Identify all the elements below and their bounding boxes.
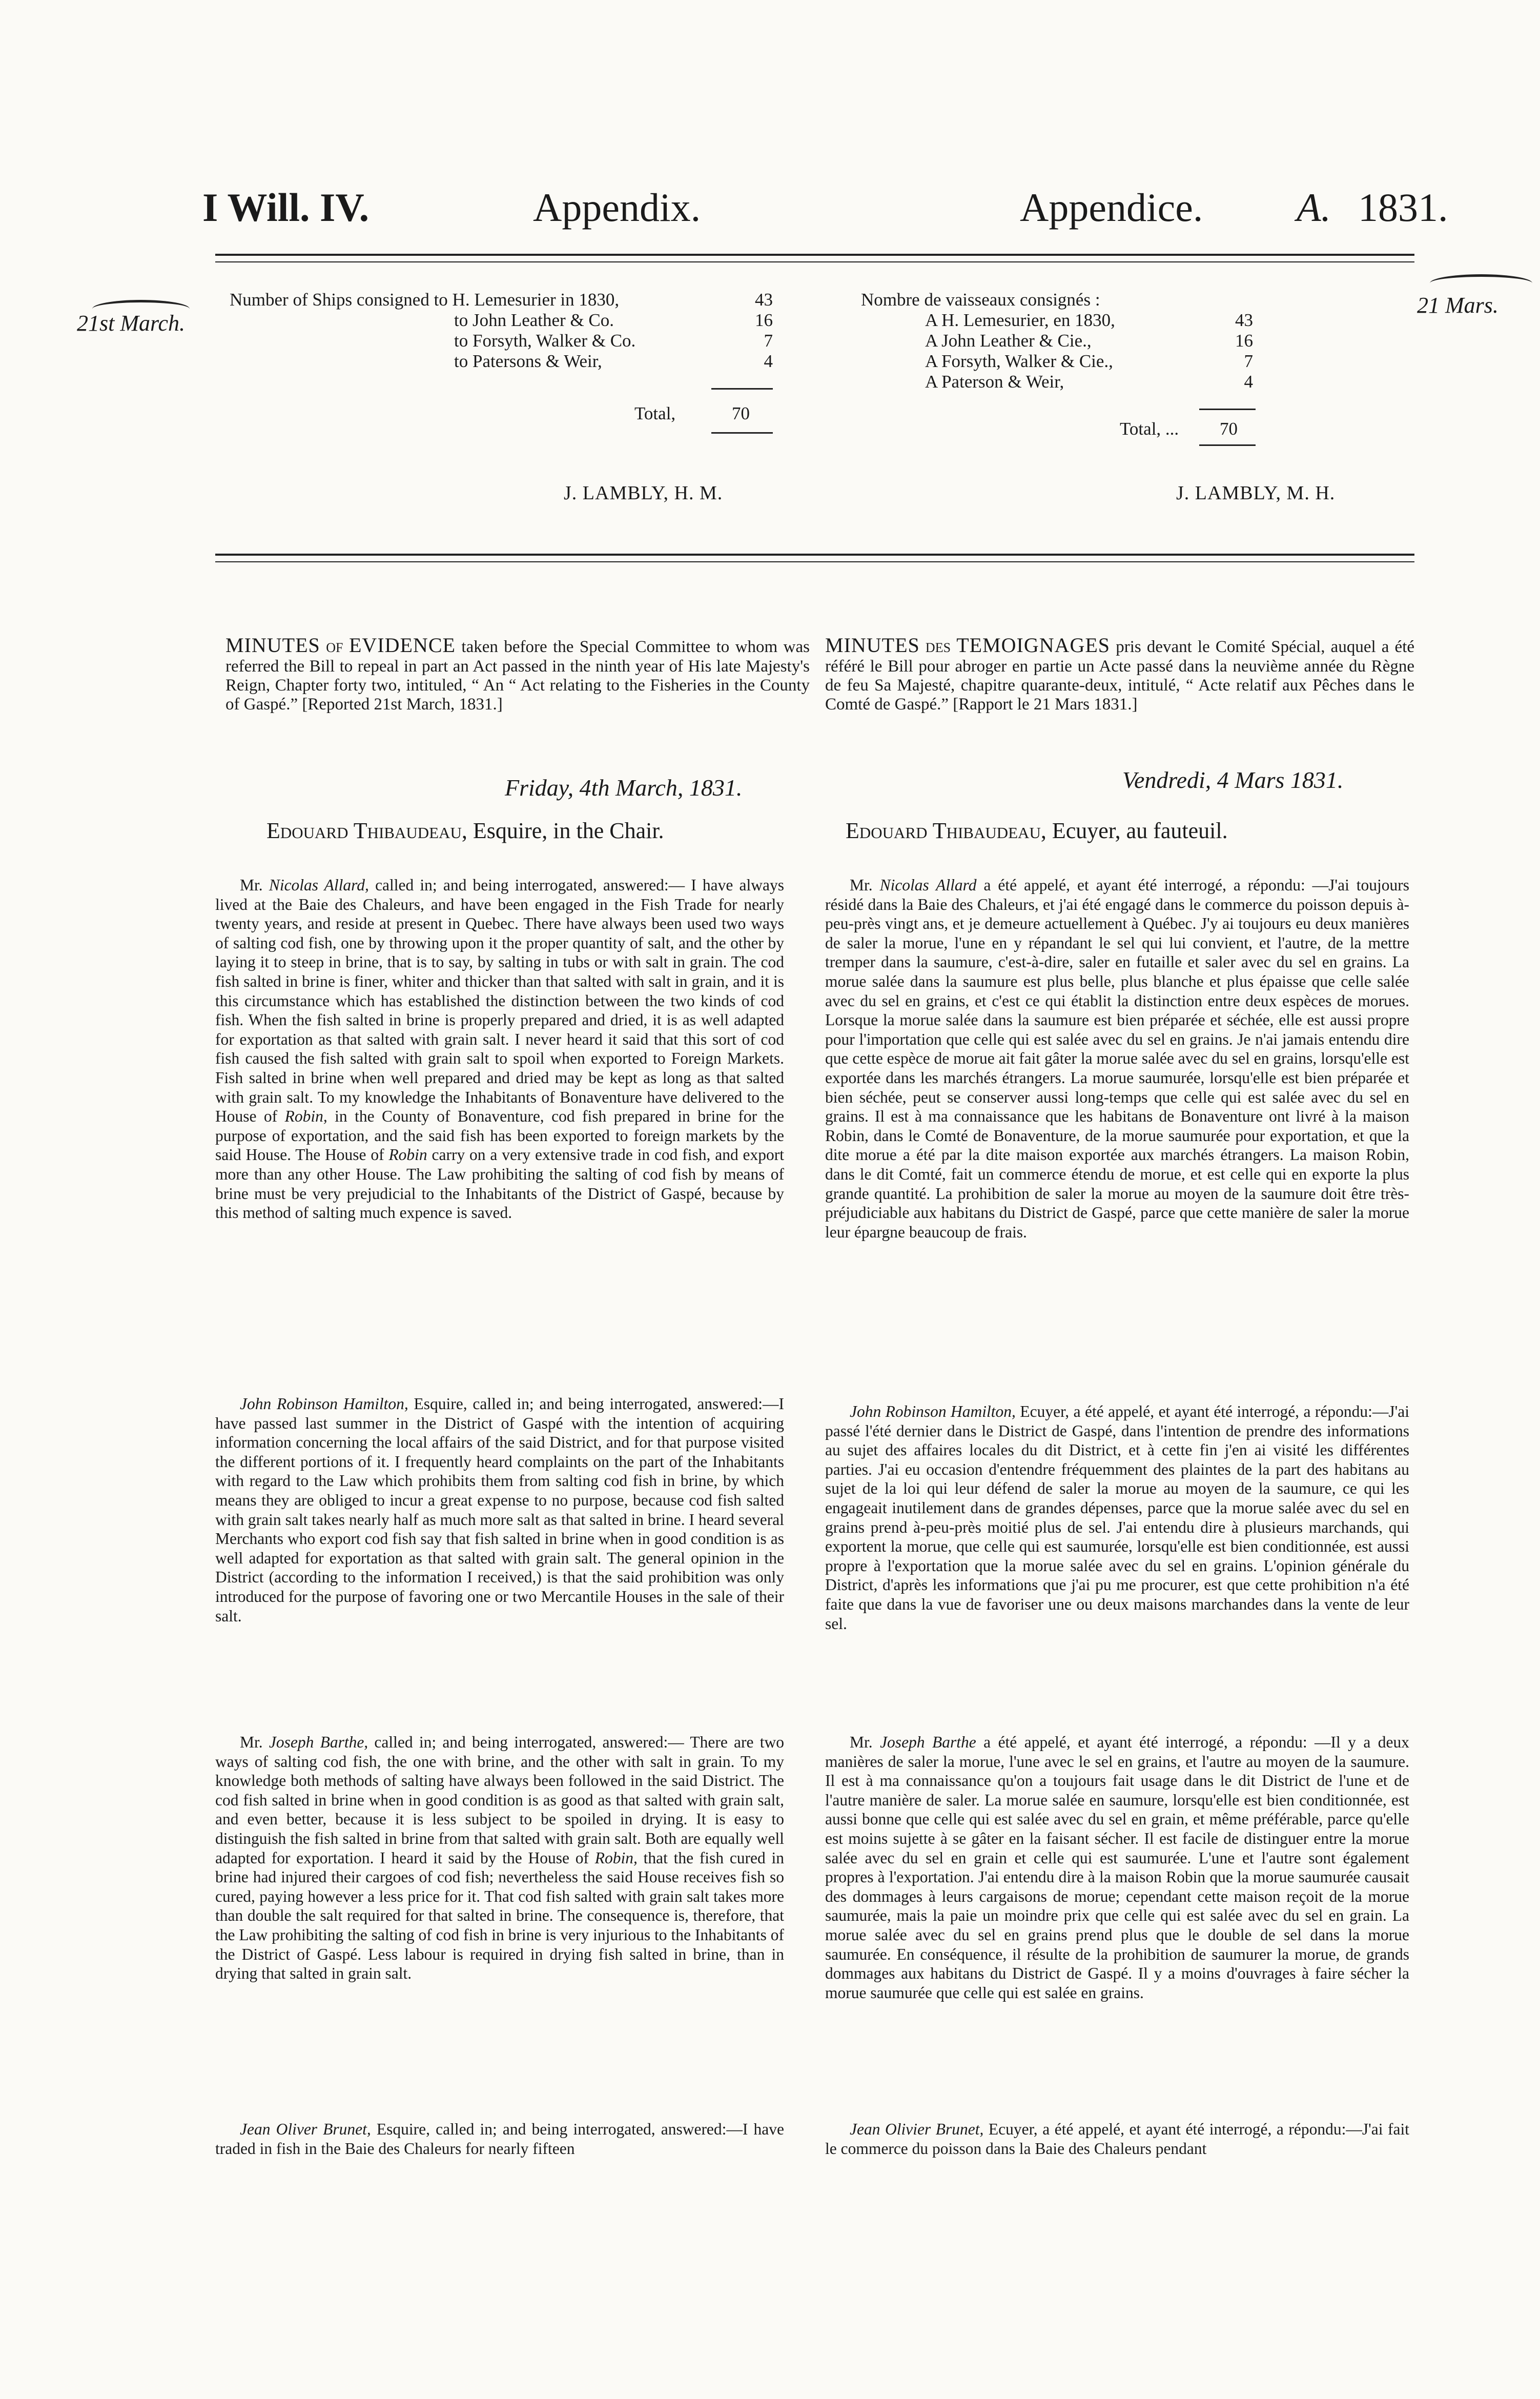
testimony-allard-en (215, 876, 784, 1223)
header-rule-bottom (215, 261, 1414, 262)
witness-name: Jean Oliver Brunet, (240, 2120, 371, 2138)
testimony-text: a été appelé, et ayant été interrogé, a répondu: —J'ai toujours résidé dans la Baie des Chaleurs, et j'ai été engagé dans le commerce du poisson depuis à-peu-près vingt ans, et je demeure actuellement à Québec. J'y ai toujours eu deux manières de saler la morue, l'une en y répandant le sel qui lui convient, et l'autre, de la mettre tremper dans la saumure, c'est-à-dire, saler en futaille et saler avec du sel en grains. La morue salée dans la saumure est plus belle, plus blanche et plus épaisse que celle salée avec du sel en grains, et c'est ce qui établit la distinction entre deux espèces de morues. Lorsque la morue salée dans la saumure est bien préparée et séchée, elle est aussi propre pour l'importation que celle qui est salée avec du sel en grains. Je n'ai jamais entendu dire que cette espèce de morue ait fait gâter la morue salée avec du sel en grains, lorsqu'elle est exportée dans les marchés étrangers. La morue saumurée, lorsqu'elle est bien préparée et bien séchée, peut se conserver aussi long-temps que celle qui est salée avec du sel en grains. Il est à ma connaissance que les habitans de Bonaventure ont livré à la maison Robin, dans le Comté de Bonaventure, de la morue saumurée pour exportation, et que la dite morue a été par la dite maison exportée aux marchés étrangers. La maison Robin, dans le dit Comté, fait un commerce étendu de morue, et est celle qui en exporte la plus grande quantité. La prohibition de saler la morue au moyen de la saumure doit être très-préjudiciable aux habitans du District de Gaspé, parce que cette manière de saler la morue leur épargne beaucoup de frais. (825, 876, 1410, 1241)
testimony-hamilton-en (215, 1394, 784, 1625)
testimony-text: in the County of Bonaventure, cod fish prepared in brine for the purpose of exportation, and the said fish has been exported to foreign markets by the said House. The House of (215, 1107, 785, 1164)
house-name: Robin (388, 1146, 427, 1164)
ships-count-1-en: 43 (755, 290, 773, 310)
ships-row-count-fr: 4 (1244, 372, 1253, 392)
ships-total-rule-en (711, 388, 773, 390)
witness-name: Joseph Barthe (880, 1733, 976, 1751)
testimony-brunet-en (215, 2120, 784, 2158)
margin-date-left: 21st March. (77, 311, 186, 336)
chair-line-en (266, 818, 664, 844)
minutes-text-fr: pris devant le Comité Spécial, auquel a été référé le Bill pour abroger en partie un Acte passé dans la neuvième année du Règne de feu Sa Majesté, chapitre quarante-deux, intitulé, “ Acte relatif aux Pêches dans le Comté de Gaspé.” [Rapport le 21 Mars 1831.] (825, 638, 1415, 714)
ships-row-count-fr: 7 (1244, 351, 1253, 371)
header-rule-top (215, 254, 1414, 256)
testimony-text: called in; and being interrogated, answered:— I have always lived at the Baie des Chaleurs, and have been engaged in the Fish Trade for nearly twenty years, and reside at present in Quebec. There have always been used two ways of salting cod fish, one by throwing upon it the proper quantity of salt, and the other by laying it to steep in brine, that is to say, by salting in tubs or with salt in grain. The cod fish salted in brine is finer, whiter and thicker than that salted with salt in grain, and it is this circumstance which has established the distinction between the two kinds of cod fish. When the fish salted in brine is properly prepared and dried, it is as well adapted for exportation as that salted with grain salt. I never heard it said that this sort of cod fish caused the fish salted with grain salt to spoil when exported to Foreign Markets. Fish salted in brine when well prepared and dried may be kept as long as that salted with grain salt. To my knowledge the Inhabitants of Bonaventure have delivered to the House of (215, 876, 784, 1126)
witness-name: Nicolas Allard, (269, 876, 369, 894)
testimony-text: that the fish cured in brine had injured their cargoes of cod fish; nevertheless the said House receives fish so cured, paying however a less price for it. That cod fish salted with grain salt takes more than double the salt required for that salted in brine. The consequence is, therefore, that the Law prohibiting the salting of cod fish in brine is very injurious to the Inhabitants of the District of Gaspé. Less labour is required in drying fish salted in brine, than in drying that salted in grain salt. (215, 1848, 785, 1983)
ships-total-en: 70 (732, 403, 750, 423)
session-date-en: Friday, 4th March, 1831. (505, 775, 743, 801)
ships-row-count-en: 7 (764, 331, 773, 351)
session-label: I Will. IV. (202, 185, 369, 230)
minutes-cap2-en: EVIDENCE (348, 634, 456, 657)
ships-row-name-fr: A John Leather & Cie., (925, 331, 1092, 351)
section-rule-bottom (215, 561, 1414, 562)
witness-name: Jean Olivier Brunet, (850, 2120, 984, 2138)
ships-row-name-fr: A H. Lemesurier, en 1830, (925, 310, 1115, 330)
barthe-pre-en: Mr. (240, 1733, 263, 1751)
minutes-of: OF (326, 640, 343, 655)
witness-name: John Robinson Hamilton, (850, 1402, 1016, 1420)
chair-name-fr: Edouard Thibaudeau, (846, 818, 1046, 843)
house-name: Robin, (284, 1107, 327, 1126)
appendix-letter: A. (1297, 185, 1331, 230)
allard-pre-en: Mr. (240, 876, 263, 894)
witness-name: John Robinson Hamilton, (240, 1395, 408, 1413)
signature-en: J. LAMBLY, H. M. (564, 482, 723, 504)
minutes-cap2-fr: TEMOIGNAGES (956, 634, 1111, 657)
ships-table-en (230, 290, 773, 423)
section-rule-top (215, 554, 1414, 556)
ships-row-count-en: 4 (764, 351, 773, 371)
ships-row-name-fr: A Forsyth, Walker & Cie., (925, 351, 1113, 371)
ships-total-fr: 70 (1220, 419, 1238, 439)
header-year: 1831. (1358, 185, 1448, 230)
chair-rest-fr: Ecuyer, au fauteuil. (1052, 818, 1228, 843)
ships-row-name-fr: A Paterson & Weir, (925, 372, 1064, 392)
witness-name: Joseph Barthe, (269, 1733, 368, 1751)
minutes-des: DES (925, 640, 951, 655)
minutes-heading-fr (825, 636, 1414, 714)
testimony-text: Esquire, called in; and being interrogated, answered:—I have traded in fish in the Baie des Chaleurs for nearly fifteen (215, 2120, 784, 2158)
testimony-barthe-fr (825, 1733, 1409, 2002)
testimony-hamilton-fr (825, 1402, 1409, 1633)
ships-total-label-fr: Total, ... (1120, 419, 1179, 439)
minutes-cap1-fr: MINUTES (825, 634, 920, 657)
testimony-text: Ecuyer, a été appelé, et ayant été interrogé, a répondu:—J'ai fait le commerce du poisson dans la Baie des Chaleurs pendant (825, 2120, 1410, 2158)
appendix-title-en: Appendix. (533, 185, 701, 230)
ships-row-count-fr: 43 (1235, 310, 1253, 330)
ships-total-underline-en (711, 432, 773, 434)
session-date-fr: Vendredi, 4 Mars 1831. (1122, 767, 1344, 793)
allard-pre-fr: Mr. (850, 876, 873, 894)
witness-name: Nicolas Allard (879, 876, 977, 894)
testimony-allard-fr (825, 876, 1409, 1242)
barthe-pre-fr: Mr. (850, 1733, 873, 1751)
ships-total-underline-fr (1199, 444, 1256, 446)
ships-row-name-en: to Patersons & Weir, (454, 351, 602, 371)
minutes-text-en: taken before the Special Committee to whom was referred the Bill to repeal in part an Act passed in the ninth year of His late Majesty's Reign, Chapter forty two, intituled, “ An “ Act relating to the Fisheries in the County of Gaspé.” [Reported 21st March, 1831.] (225, 638, 810, 714)
chair-rest-en: Esquire, in the Chair. (473, 818, 664, 843)
ships-total-label-en: Total, (634, 403, 676, 423)
ships-row-count-fr: 16 (1235, 331, 1253, 351)
testimony-text: carry on a very extensive trade in cod fish, and export more than any other House. The Law prohibiting the salting of cod fish by means of brine must be very prejudicial to the Inhabitants of the District of Gaspé, because by this method of salting much expence is saved. (215, 1146, 785, 1222)
testimony-text: a été appelé, et ayant été interrogé, a répondu: —Il y a deux manières de saler la morue, l'une avec le sel en grains, et l'autre au moyen de la saumure. Il est à ma connaissance qu'on a toujours fait usage dans le dit District de l'une et de l'autre manière de saler. La morue salée en saumure, lorsqu'elle est bien conditionnée, est aussi bonne que celle qui est salée avec du sel en grain, et même préférable, parce qu'elle est moins sujette à se gâter en la faisant sécher. Il est facile de distinguer entre la morue salée avec du sel en grain et celle qui est saumurée. L'une et l'autre sont également propres à l'exportation. J'ai entendu dire à la maison Robin que la morue saumurée causait des dommages à leurs cargaisons de morue; cependant cette maison reçoit de la morue saumurée, mais la paie un moindre prix que celle qui est salée avec du sel en grain. La morue salée avec du sel en grains prend plus que le double de sel dans la morue saumurée. En conséquence, il résulte de la prohibition de saumurer la morue, de grands dommages aux habitans du District de Gaspé. Il y a moins d'ouvrages à faire sécher la morue saumurée que celle qui est salée en grains. (825, 1733, 1409, 2002)
testimony-text: Ecuyer, a été appelé, et ayant été interrogé, a répondu:—J'ai passé l'été dernier dans le District de Gaspé, dans l'intention de prendre des informations au sujet des affaires locales du dit District, et à cette fin j'en ai visité les différentes parties. J'ai eu occasion d'entendre fréquemment des plaintes de la part des habitans au sujet de la loi qui leur défend de saler la morue au moyen de la saumure, ce qui les engageait inutilement dans de grandes dépenses, parce que la morue salée avec du sel en grains prend à-peu-près moitié plus de sel. J'ai entendu dire à plusieurs marchands, qui exportent la morue, que celle qui est saumurée, lorsqu'elle est bien conditionnée, est aussi propre à l'exportation que la morue salée avec du sel en grains. L'opinion générale du District, d'après les informations que j'ai pu me procurer, est que cette prohibition n'a été faite que dans la vue de favoriser une ou deux maisons marchandes dans la vente de leur sel. (825, 1402, 1409, 1633)
ships-title-en: Number of Ships consigned to H. Lemesurier in 1830, (230, 290, 620, 310)
ships-row-name-en: to Forsyth, Walker & Co. (454, 331, 636, 351)
signature-fr: J. LAMBLY, M. H. (1176, 482, 1336, 504)
minutes-heading-en (225, 636, 810, 714)
margin-swash-right (1430, 274, 1532, 292)
testimony-barthe-en (215, 1733, 784, 1983)
testimony-text: called in; and being interrogated, answered:— There are two ways of salting cod fish, the one with brine, and the other with salt in grain. To my knowledge both methods of salting have always been followed in the said District. The cod fish salted in brine when in good condition is as good as that salted with grain salt, and even better, because it is less subject to be spoiled in drying. It is easy to distinguish the fish salted in brine from that salted with grain salt. Both are equally well adapted for exportation. I heard it said by the House of (215, 1733, 784, 1867)
house-name: Robin, (594, 1848, 638, 1867)
margin-date-right: 21 Mars. (1417, 293, 1498, 318)
ships-table-fr (861, 290, 1373, 439)
ships-row-count-en: 16 (755, 310, 773, 330)
minutes-cap1-en: MINUTES (225, 634, 320, 657)
ships-total-rule-fr (1199, 409, 1256, 410)
chair-line-fr (846, 818, 1228, 844)
ships-title-fr: Nombre de vaisseaux consignés : (861, 290, 1100, 310)
testimony-brunet-fr (825, 2120, 1409, 2158)
ships-row-name-en: to John Leather & Co. (454, 310, 614, 330)
testimony-text: Esquire, called in; and being interrogated, answered:—I have passed last summer in the District of Gaspé with the intention of acquiring information concerning the local affairs of the said District, and for that purpose visited the different portions of it. I frequently heard complaints on the part of the Inhabitants with regard to the Law which prohibits them from salting cod fish in brine, by which means they are obliged to incur a great expense to no purpose, because cod fish salted with grain salt takes nearly half as much more salt as that salted in brine. I heard several Merchants who export cod fish say that fish salted in brine when in good condition is as well adapted for exportation as that salted with grain salt. The general opinion in the District (according to the information I received,) is that the said prohibition was only introduced for the purpose of favoring one or two Mercantile Houses in the sale of their salt. (215, 1395, 784, 1625)
chair-name-en: Edouard Thibaudeau, (266, 818, 467, 843)
appendix-title-fr: Appendice. (1020, 185, 1203, 230)
